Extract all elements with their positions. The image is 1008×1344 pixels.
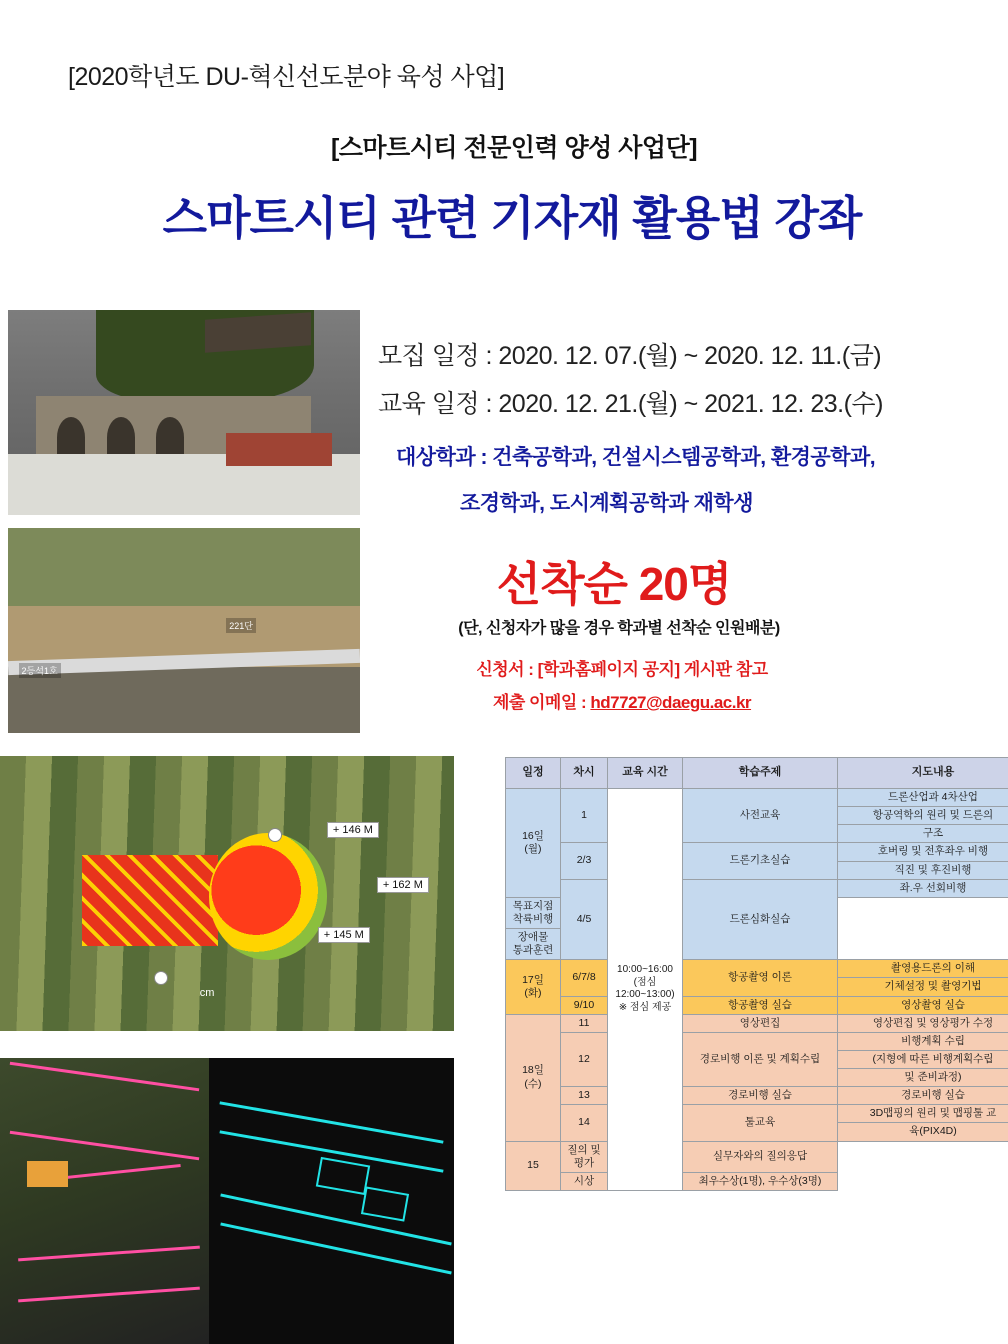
cell-session: 4/5 xyxy=(561,879,608,960)
ndvi-label-3: + 145 M xyxy=(318,927,370,943)
table-row xyxy=(506,1014,1008,1032)
cell-detail: 항공역학의 원리 및 드론의 xyxy=(838,807,1008,825)
table-row xyxy=(506,1032,1008,1050)
table-row xyxy=(506,1105,1008,1123)
th-time: 교육 시간 xyxy=(608,758,683,789)
th-day: 일정 xyxy=(506,758,561,789)
cell-detail: (지형에 따른 비행계획수립 xyxy=(838,1050,1008,1068)
capacity-headline: 선착순 20명 xyxy=(496,558,732,610)
submit-email-line xyxy=(0,688,1008,713)
cell-detail: 비행계획 수립 xyxy=(838,1032,1008,1050)
cell-topic: 시상 xyxy=(561,1172,608,1190)
th-session: 차시 xyxy=(561,758,608,789)
cell-detail: 영상촬영 실습 xyxy=(838,996,1008,1014)
cell-session: 12 xyxy=(561,1032,608,1086)
cell-topic: 항공촬영 실습 xyxy=(683,996,838,1014)
th-topic: 학습주제 xyxy=(683,758,838,789)
cell-day: 18일 (수) xyxy=(506,1014,561,1141)
cell-day: 17일 (화) xyxy=(506,960,561,1014)
photo-ndvi-analysis xyxy=(0,756,454,1031)
cell-topic: 툴교육 xyxy=(683,1105,838,1141)
cell-detail: 육(PIX4D) xyxy=(838,1123,1008,1141)
table-row xyxy=(506,1087,1008,1105)
cell-topic: 항공촬영 이론 xyxy=(683,960,838,996)
cell-topic: 경로비행 이론 및 계획수립 xyxy=(683,1032,838,1086)
aerial-label-1: 221단 xyxy=(226,618,256,633)
cell-detail: 호버링 및 전후좌우 비행 xyxy=(838,843,1008,861)
page-title: 스마트시티 관련 기자재 활용법 강좌 xyxy=(162,192,862,244)
cell-topic: 질의 및 평가 xyxy=(561,1141,608,1172)
cell-topic: 사전교육 xyxy=(683,789,838,843)
photo-drone-temple xyxy=(8,310,360,515)
cell-session: 13 xyxy=(561,1087,608,1105)
cell-day: 16일 (월) xyxy=(506,789,561,898)
th-detail: 지도내용 xyxy=(838,758,1008,789)
application-form-info: 신청서 : [학과홈페이지 공지] 게시판 참고 xyxy=(476,660,768,679)
cell-topic: 영상편집 xyxy=(683,1014,838,1032)
education-schedule: 교육 일정 : 2020. 12. 21.(월) ~ 2021. 12. 23.(수) xyxy=(378,390,883,418)
cell-time: 10:00~16:00 (점심 12:00~13:00) ※ 점심 제공 xyxy=(608,789,683,1191)
capacity-note: (단, 신청자가 많을 경우 학과별 선착순 인원배분) xyxy=(458,620,780,637)
cell-detail: 구조 xyxy=(838,825,1008,843)
cell-detail: 기체설정 및 촬영기법 xyxy=(838,978,1008,996)
table-row xyxy=(506,960,1008,978)
ndvi-scale-unit: cm xyxy=(199,987,215,999)
ndvi-label-1: + 146 M xyxy=(327,822,379,838)
schedule-table xyxy=(505,757,1008,1191)
cell-topic: 경로비행 실습 xyxy=(683,1087,838,1105)
cell-topic: 드론기초실습 xyxy=(683,843,838,879)
cell-session: 9/10 xyxy=(561,996,608,1014)
ndvi-label-2: + 162 M xyxy=(377,877,429,893)
table-row xyxy=(506,1141,1008,1172)
cell-detail: 장애물 통과훈련 xyxy=(506,929,561,960)
cell-detail: 및 준비과정) xyxy=(838,1069,1008,1087)
cell-detail: 드론산업과 4차산업 xyxy=(838,789,1008,807)
submit-email-label: 제출 이메일 : xyxy=(492,693,591,712)
cell-detail: 영상편집 및 영상평가 수정 xyxy=(838,1014,1008,1032)
cell-session: 6/7/8 xyxy=(561,960,608,996)
cell-topic: 드론심화실습 xyxy=(683,879,838,960)
cell-detail: 촬영용드론의 이해 xyxy=(838,960,1008,978)
target-departments-line2: 조경학과, 도시계획공학과 재학생 xyxy=(460,492,754,515)
submit-email-address[interactable]: hd7727@daegu.ac.kr xyxy=(590,693,752,712)
cell-detail: 3D맵핑의 원리 및 맵핑툴 교 xyxy=(838,1105,1008,1123)
schedule-table-wrapper xyxy=(505,757,1008,1316)
cell-detail: 실무자와의 질의응답 xyxy=(683,1141,838,1172)
aerial-label-2: 2등석1호 xyxy=(19,663,61,678)
recruit-schedule: 모집 일정 : 2020. 12. 07.(월) ~ 2020. 12. 11.(금) xyxy=(378,342,882,370)
table-row xyxy=(506,789,1008,807)
cell-session: 11 xyxy=(561,1014,608,1032)
target-departments-line1: 대상학과 : 건축공학과, 건설시스템공학과, 환경공학과, xyxy=(396,446,876,469)
table-row xyxy=(506,843,1008,861)
cell-detail: 목표지점 착륙비행 xyxy=(506,897,561,928)
cell-session: 1 xyxy=(561,789,608,843)
cell-session: 14 xyxy=(561,1105,608,1141)
table-row xyxy=(506,996,1008,1014)
cell-detail: 최우수상(1명), 우수상(3명) xyxy=(683,1172,838,1190)
organization-name: [스마트시티 전문인력 양성 사업단] xyxy=(330,134,698,162)
table-row xyxy=(506,1172,1008,1190)
table-row xyxy=(506,879,1008,897)
program-subtitle-top: [2020학년도 DU-혁신선도분야 육성 사업] xyxy=(68,63,505,91)
cell-detail: 직진 및 후진비행 xyxy=(838,861,1008,879)
photo-pointcloud-road xyxy=(0,1058,454,1344)
cell-detail: 경로비행 실습 xyxy=(838,1087,1008,1105)
cell-detail: 좌.우 선회비행 xyxy=(838,879,1008,897)
cell-session: 2/3 xyxy=(561,843,608,879)
cell-session: 15 xyxy=(506,1141,561,1190)
table-header-row xyxy=(506,758,1008,789)
